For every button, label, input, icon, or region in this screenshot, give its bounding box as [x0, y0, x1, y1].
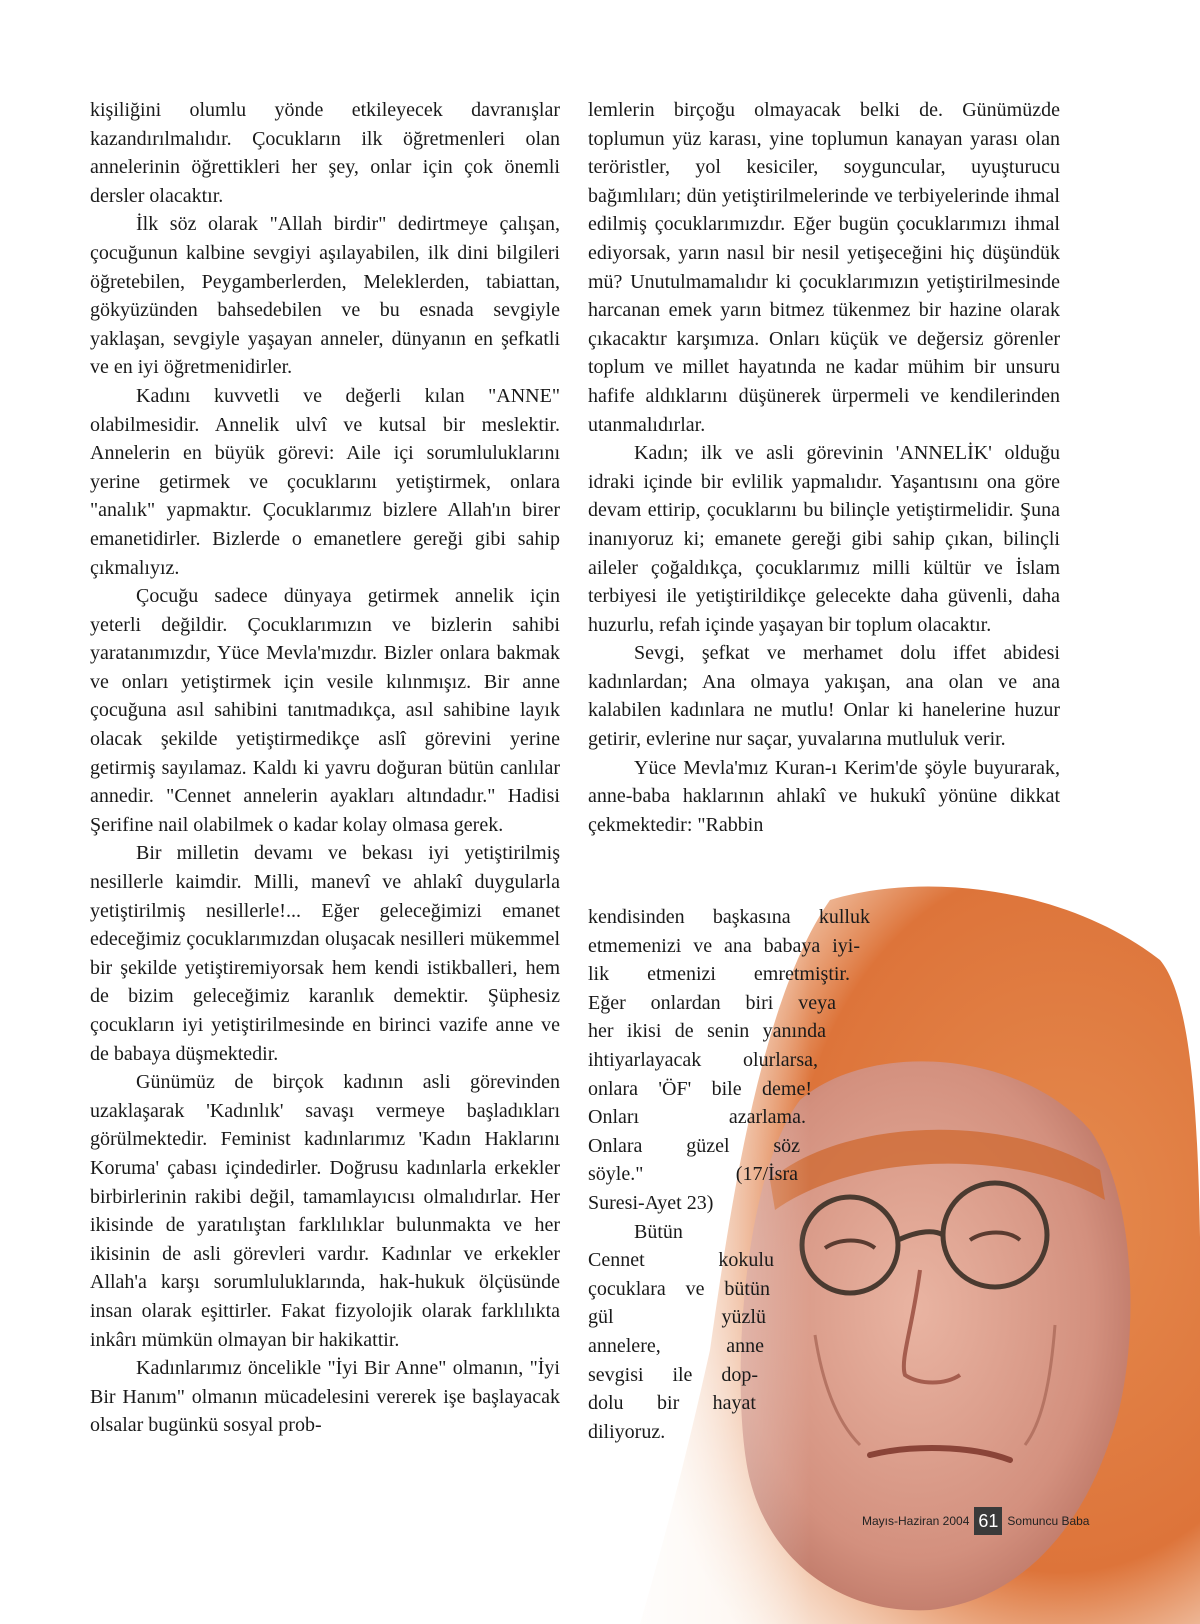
wrap-line: Bütün — [634, 1220, 683, 1243]
left-text-column — [90, 96, 560, 1440]
wrap-line: Cennet kokulu — [588, 1249, 774, 1272]
paragraph: Çocuğu sadece dünyaya getirmek annelik için yeterli değildir. Çocuklarımızın ve bizlerin sahibi yaratanımızdır, Yüce Mevla'mızdır. Bizler onlara bakmak ve onları yetiştirmek için vesile kılınmışız. Bir anne çocuğuna asıl sahibini tanıtmadıkça, asıl sahibine layık olacak şekilde yetiştirmedikçe aslî görevini yerine getirmiş sayılamaz. Kaldı ki yavru doğuran bütün canlılar annedir. "Cennet annelerin ayakları altındadır." Hadisi Şerifine nail olabilmek o kadar kolay olmasa gerek. — [90, 585, 560, 836]
wrap-line: lik etmenizi emretmiştir. — [588, 963, 850, 986]
wrap-line: kendisinden başkasına kulluk — [588, 906, 870, 928]
wrap-line: Onlara güzel söz — [588, 1134, 800, 1157]
wrap-line: etmemenizi ve ana babaya iyi- — [588, 934, 860, 957]
wrap-line: diliyoruz. — [588, 1420, 666, 1443]
paragraph: Sevgi, şefkat ve merhamet dolu iffet abidesi kadınlardan; Ana olmaya yakışan, ana olan ve ana kalabilen kadınlara ne mutlu! Onlar ki hanelerine huzur getirir, evlerine nur saçar, yuvalarına mutluluk verir. — [588, 642, 1060, 751]
page-number: 61 — [974, 1507, 1002, 1535]
page-footer — [862, 1506, 1089, 1536]
paragraph: Yüce Mevla'mız Kuran-ı Kerim'de şöyle buyurarak, anne-baba haklarının ahlakî ve hukukî yönüne dikkat çekmektedir: "Rabbin — [588, 756, 1060, 836]
wrap-line: annelere, anne — [588, 1334, 764, 1357]
wrap-line: Suresi-Ayet 23) — [588, 1191, 714, 1214]
paragraph: Kadın; ilk ve asli görevinin 'ANNELİK' olduğu idraki içinde bir evlilik yapmalıdır. Yaşantısını ona göre devam ettirip, çocuklarını bu bilinçle yetiştirmelidir. Şuna inanıyoruz ki; emanete gereği gibi sahip çıkan, bilinçli aileler çoğaldıkça, çocuklarımız milli kültür ve İslam terbiyesi ile yetiştirildikçe gelecekte daha güvenli, daha huzurlu, refah içinde yaşayan bir toplum olacaktır. — [588, 442, 1060, 636]
paragraph: İlk söz olarak "Allah birdir" dedirtmeye çalışan, çocuğunun kalbine sevgiyi aşılayabilen, ilk dini bilgileri öğretebilen, Peygamberlerden, Meleklerden, tabiattan, gökyüzünden bahsedebilen ve bu esnada sevgiyle yaklaşan, sevgiyle yaşayan anneler, dünyanın en şefkatli ve en iyi öğretmenidirler. — [90, 213, 560, 379]
paragraph: kişiliğini olumlu yönde etkileyecek davranışlar kazandırılmalıdır. Çocukların ilk öğretmenleri olan annelerinin öğrettikleri her şey, onlar için çok önemli dersler olacaktır. — [90, 99, 560, 207]
right-wrap-text — [588, 903, 870, 1446]
wrap-line: Onları azarlama. — [588, 1106, 806, 1129]
wrap-line: her ikisi de senin yanında — [588, 1020, 826, 1043]
paragraph: Günümüz de birçok kadının asli görevinden uzaklaşarak 'Kadınlık' savaşı vermeye başladıkları görülmektedir. Feminist kadınlarımız 'Kadın Haklarını Koruma' çabası içindedirler. Doğrusu kadınlarla erkekler birbirlerinin rakibi değil, tamamlayıcısı olmalıdırlar. Her ikisinde de yaratılıştan farklılıklar bulunmakta ve her ikisinin de asli görevleri vardır. Kadınlar ve erkekler Allah'a karşı sorumluluklarında, hak-hukuk ölçüsünde insan olarak eşittirler. Fakat fizyolojik olarak farklılıkta inkârı mümkün olmayan bir hakikattir. — [90, 1071, 560, 1351]
wrap-line: sevgisi ile dop- — [588, 1363, 758, 1386]
wrap-line: dolu bir hayat — [588, 1392, 756, 1415]
wrap-line: Eğer onlardan biri veya — [588, 991, 836, 1014]
magazine-name: Somuncu Baba — [1007, 1514, 1090, 1528]
right-text-column — [588, 96, 1060, 839]
wrap-line: ihtiyarlayacak olurlarsa, — [588, 1048, 818, 1071]
paragraph: lemlerin birçoğu olmayacak belki de. Günümüzde toplumun yüz karası, yine toplumun kanayan yarası olan teröristler, yol kesiciler, soyguncular, uyuşturucu bağımlıları; dün yetiştirilmelerinde ve terbiyelerinde ihmal edilmiş çocuklarımızdır. Eğer bugün çocuklarımızı ihmal ediyorsak, yarın nasıl bir nesil yetişeceğini hiç düşündük mü? Unutulmamalıdır ki çocuklarımızın yetiştirilmesinde harcanan emek yarın bitmez tükenmez bir hazine olarak çıkacaktır karşımıza. Onları küçük ve değersiz görenler toplum ve millet hayatında ne kadar mühim bir unsuru hafife aldıklarını düşünerek ürpermeli ve kendilerinden utanmalıdırlar. — [588, 99, 1060, 436]
paragraph: Kadını kuvvetli ve değerli kılan "ANNE" olabilmesidir. Annelik ulvî ve kutsal bir meslektir. Annelerin en büyük görevi: Aile içi sorumluluklarını yerine getirmek ve çocuklarını yetiştirmek, onlara "analık" yapmaktır. Çocuklarımız bizlere Allah'ın birer emanetidirler. Bizlerde o emanetlere gereği gibi sahip çıkmalıyız. — [90, 384, 560, 579]
paragraph: Kadınlarımız öncelikle "İyi Bir Anne" olmanın, "İyi Bir Hanım" olmanın mücadelesini vererek işe başlayacak olsalar bugünkü sosyal prob- — [90, 1357, 560, 1437]
wrap-line: söyle." (17/İsra — [588, 1163, 798, 1186]
wrap-line: çocuklara ve bütün — [588, 1277, 770, 1300]
wrap-line: gül yüzlü — [588, 1306, 766, 1329]
wrap-line: onlara 'ÖF' bile deme! — [588, 1077, 812, 1100]
issue-date: Mayıs-Haziran 2004 — [862, 1514, 970, 1528]
paragraph: Bir milletin devamı ve bekası iyi yetiştirilmiş nesillerle kaimdir. Milli, manevî ve ahlakî duygularla yetiştirilmiş nesillerle!... Eğer geleceğimizi emanet edeceğimiz çocuklarımızdan oluşacak nesilleri mükemmel bir şekilde yetiştiremiyorsak hem kendi istikballeri, hem de bizim geleceğimiz karanlık demektir. Şüphesiz çocukların iyi yetiştirilmesinde en birinci vazife anne ve de babaya düşmektedir. — [90, 842, 560, 1065]
